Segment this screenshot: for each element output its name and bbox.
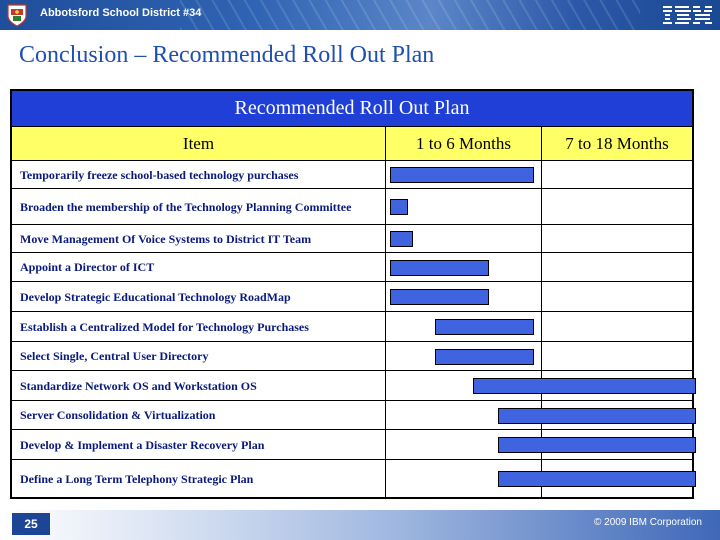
table-row bbox=[12, 225, 692, 253]
task-label: Temporarily freeze school-based technology purchases bbox=[12, 161, 386, 188]
table-row bbox=[12, 401, 692, 430]
task-label: Develop & Implement a Disaster Recovery Plan bbox=[12, 430, 386, 459]
task-label: Establish a Centralized Model for Technology Purchases bbox=[12, 312, 386, 341]
timeline-bar bbox=[390, 260, 489, 276]
timeline-bar bbox=[390, 231, 413, 247]
copyright-text: © 2009 IBM Corporation bbox=[594, 517, 702, 528]
table-row bbox=[12, 312, 692, 342]
table-row bbox=[12, 161, 692, 189]
timeline-bar bbox=[390, 167, 534, 183]
page-number: 25 bbox=[12, 513, 50, 535]
ibm-logo-icon bbox=[662, 4, 714, 26]
rollout-plan-table bbox=[10, 89, 694, 499]
task-label: Standardize Network OS and Workstation OS bbox=[12, 371, 386, 400]
timeline-bar bbox=[473, 378, 696, 394]
header-pattern bbox=[180, 0, 640, 30]
timeline-bar bbox=[498, 408, 696, 424]
school-district-logo-icon bbox=[6, 3, 28, 27]
table-row bbox=[12, 189, 692, 225]
table-row bbox=[12, 460, 692, 497]
task-label: Appoint a Director of ICT bbox=[12, 253, 386, 281]
timeline-bar bbox=[498, 471, 696, 487]
column-header-7-to-18-months: 7 to 18 Months bbox=[542, 127, 692, 161]
task-label: Define a Long Term Telephony Strategic Plan bbox=[12, 460, 386, 497]
period-cell bbox=[386, 189, 542, 224]
column-header-1-to-6-months: 1 to 6 Months bbox=[386, 127, 542, 161]
timeline-bar bbox=[390, 199, 408, 215]
timeline-bar bbox=[435, 319, 534, 335]
column-header-item: Item bbox=[12, 127, 386, 161]
slide-title: Conclusion – Recommended Roll Out Plan bbox=[19, 42, 435, 68]
table-title: Recommended Roll Out Plan bbox=[12, 91, 692, 127]
table-row bbox=[12, 430, 692, 460]
task-label: Server Consolidation & Virtualization bbox=[12, 401, 386, 429]
task-label: Move Management Of Voice Systems to District IT Team bbox=[12, 225, 386, 252]
timeline-bar bbox=[435, 349, 534, 365]
header-bar bbox=[0, 0, 720, 30]
timeline-bar bbox=[498, 437, 696, 453]
task-label: Broaden the membership of the Technology Planning Committee bbox=[12, 189, 386, 224]
task-label: Develop Strategic Educational Technology RoadMap bbox=[12, 282, 386, 311]
timeline-bar bbox=[390, 289, 489, 305]
table-row bbox=[12, 253, 692, 282]
district-name: Abbotsford School District #34 bbox=[40, 7, 202, 19]
table-row bbox=[12, 282, 692, 312]
table-row bbox=[12, 371, 692, 401]
task-label: Select Single, Central User Directory bbox=[12, 342, 386, 370]
table-row bbox=[12, 342, 692, 371]
